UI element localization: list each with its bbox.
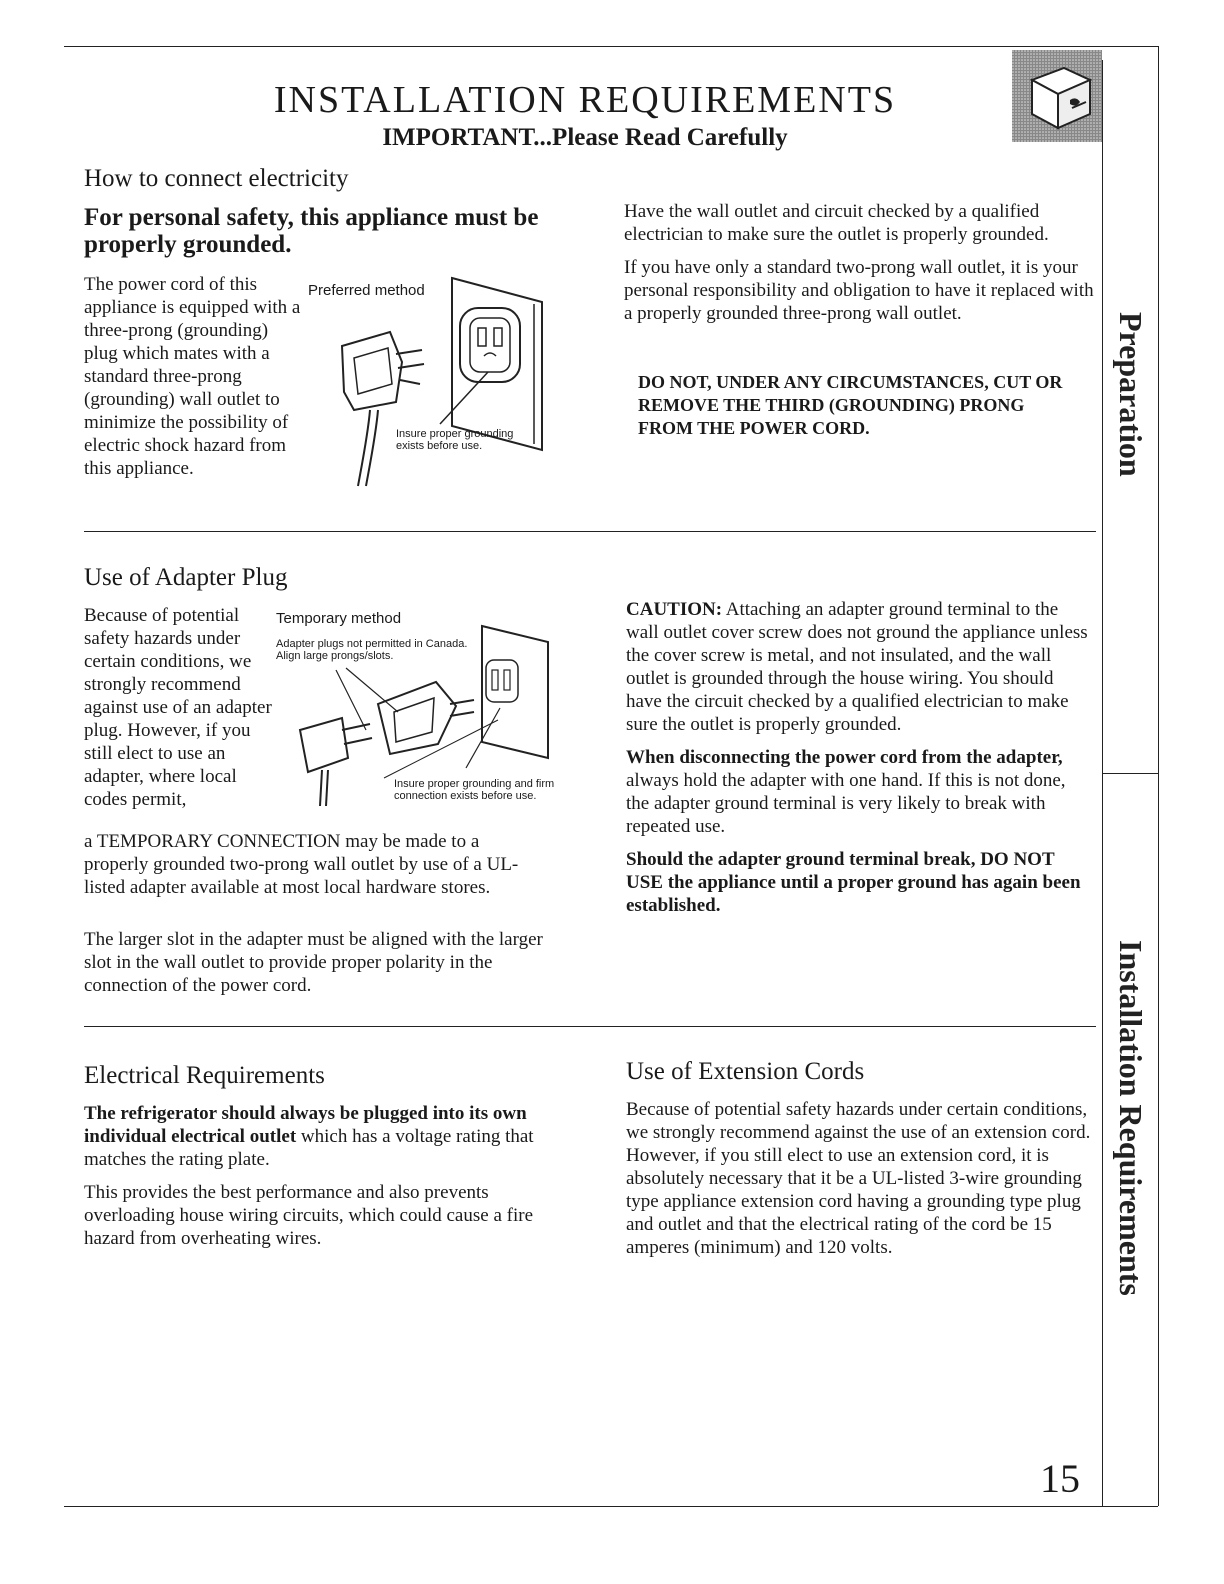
outlet-check-para: Have the wall outlet and circuit checked by a qualified electrician to make sure the outlet is properly grounded.: [624, 201, 1049, 245]
section-heading-electrical-requirements: Electrical Requirements: [84, 1062, 325, 1089]
third-prong-warning: DO NOT, UNDER ANY CIRCUMSTANCES, CUT OR REMOVE THE THIRD (GROUNDING) PRONG FROM THE POWER CORD.: [638, 372, 1063, 438]
grounding-intro-text: The power cord of this appliance is equipped with a three-prong (grounding) plug which mates with a standard three-prong (grounding) wall outlet to minimize the possibility of electric shock hazard from this appliance.: [84, 274, 301, 479]
top-rule: [64, 46, 1158, 47]
right-border: [1158, 46, 1159, 1506]
figure-label-preferred: Preferred method: [308, 282, 425, 299]
adapter-intro-text: Because of potential safety hazards under certain conditions, we strongly recommend against use of an adapter plug. However, if you still elect to use an adapter, where local codes permit,: [84, 605, 272, 810]
sidebar-tab-separator: [1102, 773, 1158, 774]
section-heading-connect-electricity: How to connect electricity: [84, 165, 349, 192]
outlet-check-text: [624, 200, 1094, 335]
disconnect-body: always hold the adapter with one hand. If this is not done, the adapter ground terminal is very likely to break with repeated use.: [626, 770, 1066, 837]
outlet-para: [84, 1102, 554, 1171]
page-number: 15: [1040, 1456, 1080, 1501]
preferred-method-illustration: [330, 274, 550, 488]
figure-label-temporary: Temporary method: [276, 610, 402, 627]
section-rule-1: [84, 531, 1096, 532]
caution-body: Attaching an adapter ground terminal to the wall outlet cover screw does not ground the appliance unless the cover screw is metal, and not insulated, and the wall outlet is grounded through the house wiring. You should have the circuit checked by a qualified electrician to make sure the outlet is properly grounded.: [626, 599, 1088, 735]
outlet-body: which has a voltage rating that matches the rating plate.: [84, 1126, 534, 1170]
sidebar-tab-installation-requirements: Installation Requirements: [1113, 940, 1149, 1296]
adapter-polarity-text: The larger slot in the adapter must be aligned with the larger slot in the wall outlet to provide proper polarity in the connection of the power cord.: [84, 929, 543, 996]
outlet-bold: The refrigerator should always be plugged into its own individual electrical outlet: [84, 1103, 527, 1147]
extension-cords-text: Because of potential safety hazards under certain conditions, we strongly recommend against the use of an extension cord. However, if you still elect to use an extension cord, it is absolutely necessary that it be a UL-listed 3-wire grounding type appliance extension cord having a grounding type plug and outlet and that the electrical rating of the cord be 15 amperes (minimum) and 120 volts.: [626, 1099, 1091, 1258]
section-heading-extension-cords: Use of Extension Cords: [626, 1058, 865, 1085]
bottom-rule: [64, 1506, 1158, 1507]
figure-note-firm-connection: Insure proper grounding and firm connection exists before use.: [394, 778, 555, 802]
adapter-temporary-text: a TEMPORARY CONNECTION may be made to a properly grounded two-prong wall outlet by use of a UL-listed adapter available at most local hardware stores.: [84, 831, 519, 898]
figure-note-grounding: Insure proper grounding exists before use.: [396, 428, 514, 452]
electrical-requirements-text: [84, 1102, 554, 1260]
sidebar-divider: [1102, 60, 1103, 1506]
caution-para: [626, 598, 1092, 736]
adapter-caution-text: [626, 598, 1092, 927]
disconnect-para: [626, 746, 1092, 838]
two-prong-para: If you have only a standard two-prong wall outlet, it is your personal responsibility and obligation to have it replaced with a properly grounded three-prong wall outlet.: [624, 257, 1094, 324]
installation-icon: [1012, 50, 1102, 142]
caution-label: CAUTION:: [626, 599, 723, 620]
page-title: INSTALLATION REQUIREMENTS: [273, 79, 897, 121]
ground-break-warning: Should the adapter ground terminal break, DO NOT USE the appliance until a proper ground has again been established.: [626, 849, 1081, 916]
disconnect-bold: When disconnecting the power cord from the adapter,: [626, 747, 1063, 768]
performance-para: This provides the best performance and also prevents overloading house wiring circuits, which could cause a fire hazard from overheating wires.: [84, 1182, 533, 1249]
section-heading-adapter-plug: Use of Adapter Plug: [84, 564, 288, 591]
section-rule-2: [84, 1026, 1096, 1027]
sidebar-tab-preparation: Preparation: [1113, 312, 1149, 477]
figure-note-canada: Adapter plugs not permitted in Canada. Align large prongs/slots.: [276, 638, 468, 662]
safety-heading: For personal safety, this appliance must be properly grounded.: [84, 204, 539, 258]
page-subtitle: IMPORTANT...Please Read Carefully: [382, 124, 788, 151]
